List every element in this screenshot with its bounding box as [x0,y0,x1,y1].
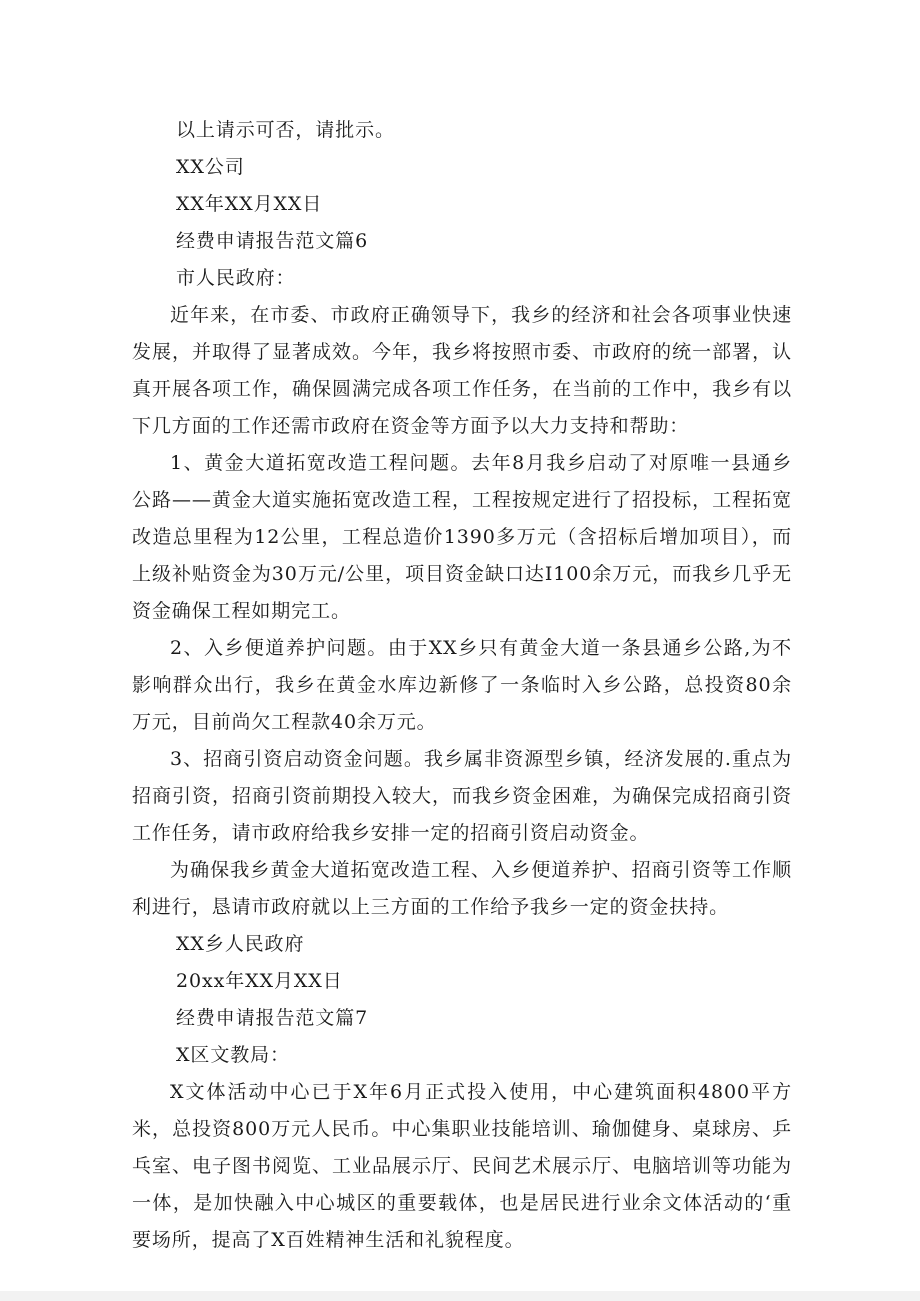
date-line-2: 20xx年XX月XX日 [176,970,343,992]
recipient-line-2: X区文教局： [176,1044,290,1066]
paragraph-center-intro: X文体活动中心已于X年6月正式投入使用，中心建筑面积4800平方米，总投资800万元人民币。中心集职业技能培训、瑜伽健身、桌球房、乒乓室、电子图书阅览、工业品展示厅、民间艺术展示厅、电脑培训等功能为一体，是加快融入中心城区的重要载体，也是居民进行业余文体活动的‘重要场所，提高了X百姓精神生活和礼貌程度。 [132,1081,792,1251]
recipient-line: 市人民政府： [176,267,296,289]
paragraph-item-3: 3、招商引资启动资金问题。我乡属非资源型乡镇，经济发展的.重点为招商引资，招商引资前期投入较大，而我乡资金困难，为确保完成招商引资工作任务，请市政府给我乡安排一定的招商引资启动资金。 [132,748,792,844]
closing-request-line: 以上请示可否，请批示。 [176,119,395,141]
section-heading-7: 经费申请报告范文篇7 [176,1007,369,1029]
paragraph-item-2: 2、入乡便道养护问题。由于XX乡只有黄金大道一条县通乡公路,为不影响群众出行，我乡在黄金水库边新修了一条临时入乡公路，总投资80余万元，目前尚欠工程款40余万元。 [132,637,792,733]
paragraph-item-1: 1、黄金大道拓宽改造工程问题。去年8月我乡启动了对原唯一县通乡公路——黄金大道实施拓宽改造工程，工程按规定进行了招投标，工程拓宽改造总里程为12公里，工程总造价1390多万元（含招标后增加项目），而上级补贴资金为30万元/公里，项目资金缺口达I100余万元，而我乡几乎无资金确保工程如期完工。 [132,452,792,622]
company-signature: XX公司 [176,156,245,178]
township-signature: XX乡人民政府 [176,933,305,955]
section-heading-6: 经费申请报告范文篇6 [176,230,369,252]
page-bottom-edge [0,1291,920,1301]
paragraph-intro: 近年来，在市委、市政府正确领导下，我乡的经济和社会各项事业快速发展，并取得了显著成效。今年，我乡将按照市委、市政府的统一部署，认真开展各项工作，确保圆满完成各项工作任务，在当前的工作中，我乡有以下几方面的工作还需市政府在资金等方面予以大力支持和帮助： [132,304,792,437]
document-body [132,112,792,1259]
date-line: XX年XX月XX日 [176,193,323,215]
paragraph-request: 为确保我乡黄金大道拓宽改造工程、入乡便道养护、招商引资等工作顺利进行，恳请市政府就以上三方面的工作给予我乡一定的资金扶持。 [132,859,792,918]
